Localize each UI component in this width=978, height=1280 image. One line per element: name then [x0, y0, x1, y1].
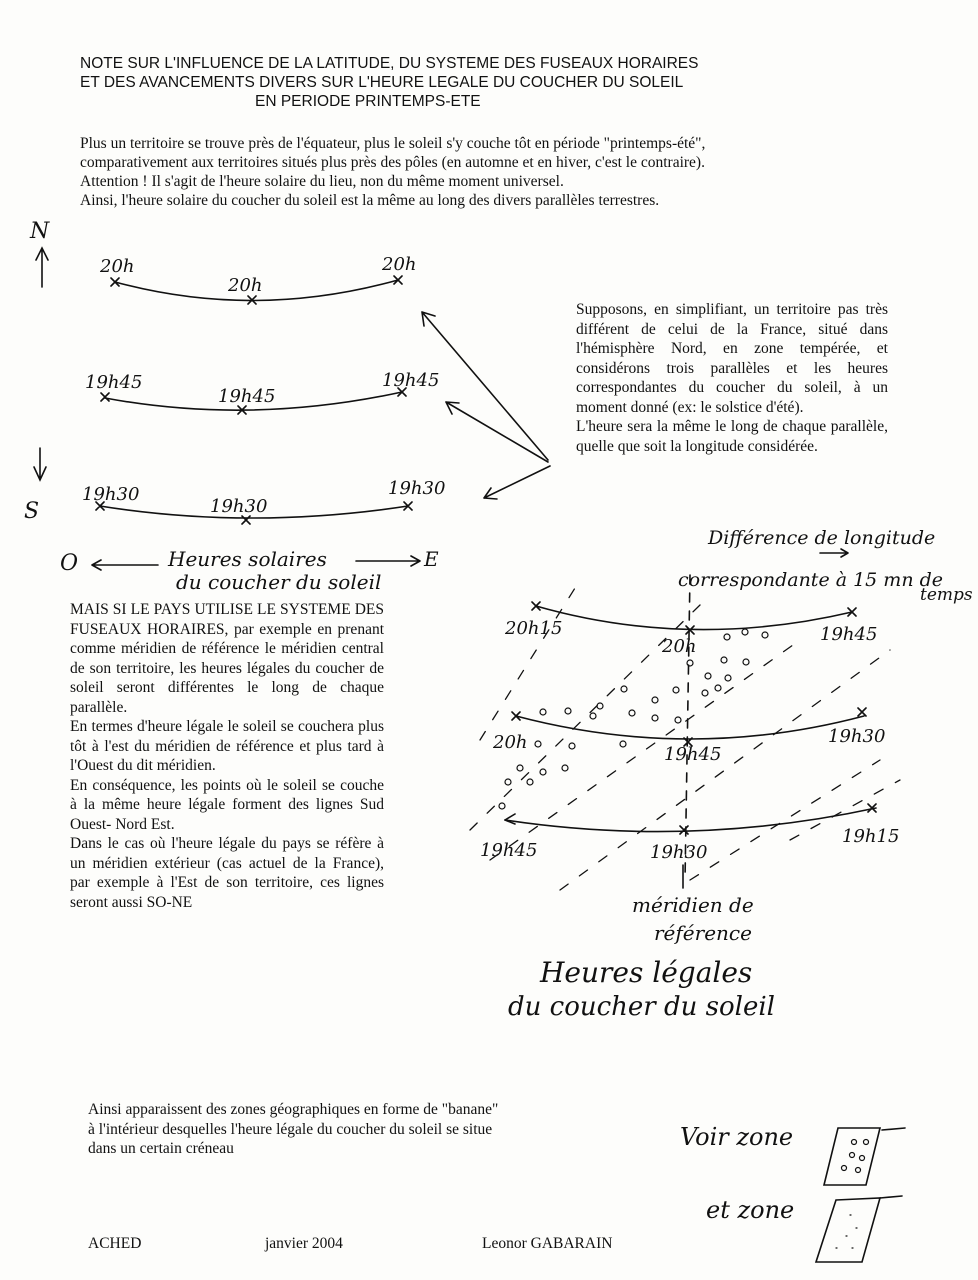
longitude-note-line-3: temps — [920, 585, 973, 605]
mais-text-4: Dans le cas où l'heure légale du pays se réfère à un méridien extérieur (cas actuel de la France), par exemple à l'Est de son territoire, ces lignes seront aussi SO-NE — [70, 835, 384, 911]
solar-caption-line-1: Heures solaires — [168, 547, 327, 571]
legal-time-sketch — [470, 527, 973, 1262]
et-zone-note: et zone — [706, 1196, 795, 1224]
mais-text-1: MAIS SI LE PAYS UTILISE LE SYSTEME DES FUSEAUX HORAIRES, par exemple en prenant comme méridien de référence le méridien central de son territoire, les heures légales du coucher de soleil seront différentes le long de chaque parallèle. — [70, 601, 384, 716]
legal-1-center-time: 20h — [662, 636, 697, 657]
solar-time-sketch — [24, 219, 550, 594]
zone-icon-dots — [824, 1128, 880, 1185]
voir-zone-note: Voir zone — [680, 1123, 794, 1151]
west-arrowhead-icon — [505, 814, 515, 824]
intro-line: comparativement aux territoires situés plus près des pôles (en automne et en hiver, c'est le contraire). — [80, 154, 705, 171]
legal-1-east-time: 19h45 — [820, 624, 878, 645]
legal-3-east-time: 19h15 — [842, 826, 900, 847]
legal-2-center-time: 19h45 — [664, 744, 722, 765]
meridian-label-line-2: référence — [654, 921, 752, 945]
title-line-3: EN PERIODE PRINTEMPS-ETE — [255, 93, 481, 110]
mais-text-3: En conséquence, les points où le soleil se couche à la même heure légale forment des lignes Sud Ouest- Nord Est. — [70, 776, 384, 833]
legal-3-center-time: 19h30 — [650, 842, 708, 863]
west-arrow-icon — [92, 560, 158, 570]
pointer-arrow-icon — [446, 402, 548, 462]
legal-parallel-line — [505, 808, 876, 832]
parallel-1-west-time: 20h — [100, 256, 135, 277]
footer-author: Leonor GABARAIN — [482, 1235, 613, 1252]
legal-parallel-line — [516, 716, 864, 739]
solar-caption-line-2: du coucher du soleil — [176, 570, 382, 594]
legal-caption-line-1: Heures légales — [540, 956, 753, 989]
longitude-note-line-2: correspondante à 15 mn de — [678, 569, 944, 591]
zone-pointer — [882, 1128, 905, 1130]
mais-text-2: En termes d'heure légale le soleil se couchera plus tôt à l'est du méridien de référence et plus tard à l'Ouest du dit méridien. — [70, 718, 384, 774]
parallel-2-west-time: 19h45 — [85, 372, 143, 393]
south-arrow-icon — [34, 448, 46, 480]
intro-line: Attention ! Il s'agit de l'heure solaire du lieu, non du même moment universel. — [80, 173, 564, 190]
legal-1-west-time: 20h15 — [505, 618, 563, 639]
title-line-1: NOTE SUR L'INFLUENCE DE LA LATITUDE, DU SYSTEME DES FUSEAUX HORAIRES — [80, 55, 699, 72]
north-arrow-icon — [36, 248, 48, 287]
legal-caption-line-2: du coucher du soleil — [508, 992, 775, 1022]
legal-3-west-time: 19h45 — [480, 840, 538, 861]
suppose-text-2: L'heure sera la même le long de chaque parallèle, quelle que soit la longitude considérée. — [576, 418, 888, 455]
legal-2-west-time: 20h — [493, 732, 528, 753]
east-label: E — [424, 547, 439, 571]
parallel-3-center-time: 19h30 — [210, 496, 268, 517]
longitude-note-line-1: Différence de longitude — [708, 527, 936, 549]
zone-pointer — [880, 1196, 902, 1198]
west-label: O — [60, 551, 79, 576]
zone-icon-ticks — [816, 1198, 880, 1262]
suppose-text-1: Supposons, en simplifiant, un territoire pas très différent de celui de la France, situé dans l'hémisphère Nord, en zone tempérée, et considérons trois parallèles et les heures correspondantes du coucher du soleil, à un moment donné (ex: le solstice d'été). — [576, 301, 888, 416]
conclusion-line: dans un certain créneau — [88, 1140, 234, 1157]
banana-zone-dots — [499, 629, 768, 809]
intro-line: Ainsi, l'heure solaire du coucher du soleil est la même au long des divers parallèles terrestres. — [80, 192, 660, 209]
small-arrow-icon — [820, 549, 848, 557]
parallel-1-east-time: 20h — [382, 254, 417, 275]
north-label: N — [30, 219, 50, 244]
meridian-label-line-1: méridien de — [632, 893, 754, 917]
pointer-arrow-icon — [484, 466, 550, 499]
south-label: S — [24, 499, 40, 524]
footer-org: ACHED — [88, 1235, 142, 1252]
parallel-3-west-time: 19h30 — [82, 484, 140, 505]
intro-line: Plus un territoire se trouve près de l'équateur, plus le soleil s'y couche tôt en période "printemps-été", — [80, 135, 706, 152]
parallel-2-east-time: 19h45 — [382, 370, 440, 391]
title-line-2: ET DES AVANCEMENTS DIVERS SUR L'HEURE LEGALE DU COUCHER DU SOLEIL — [80, 74, 684, 91]
conclusion-line: à l'intérieur desquelles l'heure légale du coucher du soleil se situe — [88, 1120, 493, 1138]
footer-date: janvier 2004 — [265, 1235, 343, 1252]
conclusion-line: Ainsi apparaissent des zones géographiques en forme de "banane" — [88, 1101, 499, 1118]
east-arrow-icon — [356, 556, 420, 566]
pointer-arrow-icon — [422, 312, 548, 460]
parallel-3-east-time: 19h30 — [388, 478, 446, 499]
legal-2-east-time: 19h30 — [828, 726, 886, 747]
parallel-1-center-time: 20h — [228, 275, 263, 296]
parallel-2-center-time: 19h45 — [218, 386, 276, 407]
